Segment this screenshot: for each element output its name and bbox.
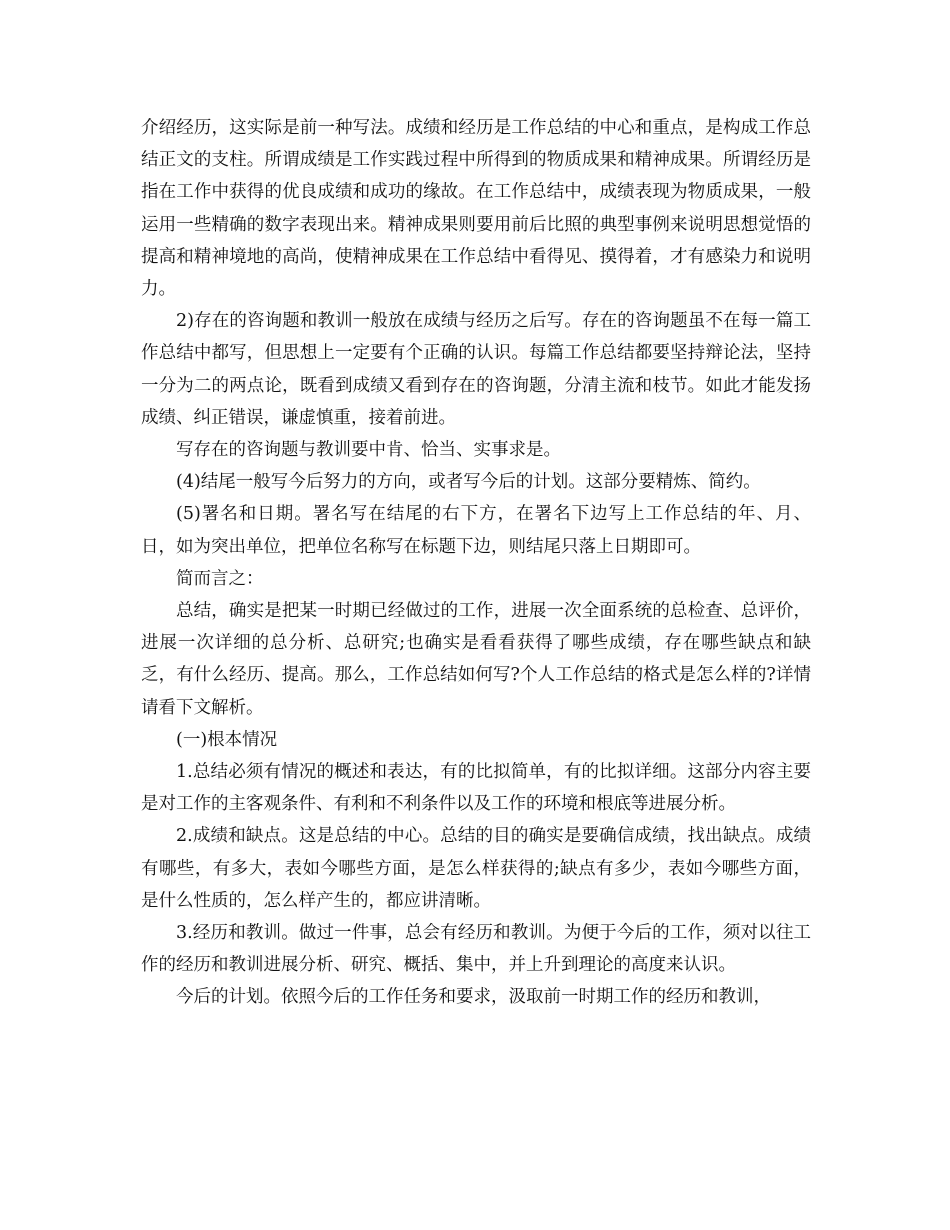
section-heading-basic-situation: (一)根本情况	[176, 729, 278, 750]
paragraph-problems-writing-rule: 写存在的咨询题与教训要中肯、恰当、实事求是。	[176, 440, 561, 461]
list-item-achievements-shortcomings: 2.成绩和缺点。这是总结的中心。总结的目的确实是要确信成绩，找出缺点。成绩有哪些，有多大，表如今哪些方面，是怎么样获得的;缺点有多少，表如今哪些方面，是什么性质的，怎么样产生的，都应讲清晰。	[141, 826, 811, 911]
paragraph-future-plan: 今后的计划。依照今后的工作任务和要求，汲取前一时期工作的经历和教训，	[176, 987, 771, 1008]
paragraph-achievements-experience: 介绍经历，这实际是前一种写法。成绩和经历是工作总结的中心和重点，是构成工作总结正文的支柱。所谓成绩是工作实践过程中所得到的物质成果和精神成果。所谓经历是指在工作中获得的优良成绩和成功的缘故。在工作总结中，成绩表现为物质成果，一般运用一些精确的数字表现出来。精神成果则要用前后比照的典型事例来说明思想觉悟的提高和精神境地的高尚，使精神成果在工作总结中看得见、摸得着，才有感染力和说明力。	[141, 118, 811, 300]
paragraph-ending: (4)结尾一般写今后努力的方向，或者写今后的计划。这部分要精炼、简约。	[176, 472, 761, 493]
document-body	[141, 112, 811, 1014]
paragraph-signature-date: (5)署名和日期。署名写在结尾的右下方，在署名下边写上工作总结的年、月、日，如为突出单位，把单位名称写在标题下边，则结尾只落上日期即可。	[141, 504, 811, 557]
list-item-experience-lessons: 3.经历和教训。做过一件事，总会有经历和教训。为便于今后的工作，须对以往工作的经历和教训进展分析、研究、概括、集中，并上升到理论的高度来认识。	[141, 923, 811, 976]
paragraph-in-short: 简而言之：	[176, 568, 264, 589]
paragraph-problems-lessons: 2)存在的咨询题和教训一般放在成绩与经历之后写。存在的咨询题虽不在每一篇工作总结中都写，但思想上一定要有个正确的认识。每篇工作总结都要坚持辩论法，坚持一分为二的两点论，既看到成绩又看到存在的咨询题，分清主流和枝节。如此才能发扬成绩、纠正错误，谦虚慎重，接着前进。	[141, 311, 811, 428]
paragraph-summary-definition: 总结，确实是把某一时期已经做过的工作，进展一次全面系统的总检查、总评价，进展一次详细的总分析、总研究;也确实是看看获得了哪些成绩，存在哪些缺点和缺乏，有什么经历、提高。那么，工作总结如何写?个人工作总结的格式是怎么样的?详情请看下文解析。	[141, 601, 811, 718]
list-item-overview: 1.总结必须有情况的概述和表达，有的比拟简单，有的比拟详细。这部分内容主要是对工作的主客观条件、有利和不利条件以及工作的环境和根底等进展分析。	[141, 762, 811, 815]
